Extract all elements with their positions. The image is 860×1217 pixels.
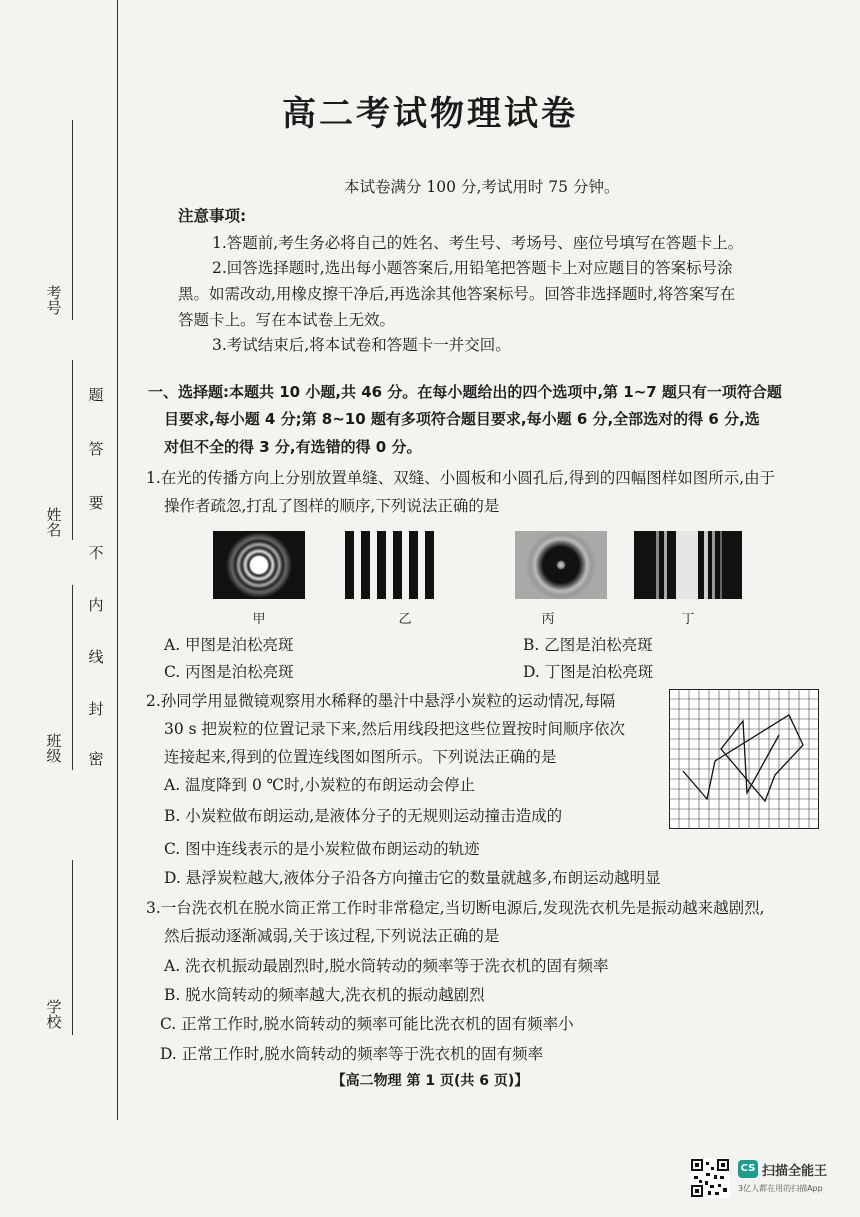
question-2-stem: 30 s 把炭粒的位置记录下来,然后用线段把这些位置按时间顺序依次 (164, 720, 625, 738)
brownian-motion-grid-figure (669, 689, 819, 829)
section-heading: 一、选择题:本题共 10 小题,共 46 分。在每小题给出的四个选项中,第 1~7 题只有一项符合题 (148, 383, 782, 401)
page-title: 高二考试物理试卷 (282, 94, 578, 134)
question-2-stem: 2.孙同学用显微镜观察用水稀释的墨汁中悬浮小炭粒的运动情况,每隔 (146, 692, 616, 710)
question-3-option-c: C. 正常工作时,脱水筒转动的频率可能比洗衣机的固有频率小 (160, 1015, 574, 1033)
exam-number-blank (72, 120, 73, 320)
question-3-option-b: B. 脱水筒转动的频率越大,洗衣机的振动越剧烈 (164, 986, 485, 1004)
margin-field-exam-number: 考号 (46, 284, 62, 317)
pattern-jia-image (213, 531, 305, 599)
pattern-caption-bing: 丙 (541, 612, 555, 627)
notice-line: 答题卡上。写在本试卷上无效。 (178, 311, 396, 329)
question-1-option-d: D. 丁图是泊松亮斑 (523, 663, 654, 681)
question-3-option-d: D. 正常工作时,脱水筒转动的频率等于洗衣机的固有频率 (160, 1045, 544, 1063)
question-1-stem: 操作者疏忽,打乱了图样的顺序,下列说法正确的是 (164, 497, 500, 515)
section-heading-line: 对但不全的得 3 分,有选错的得 0 分。 (164, 438, 422, 456)
question-2-option-b: B. 小炭粒做布朗运动,是液体分子的无规则运动撞击造成的 (164, 807, 563, 825)
qr-code-icon (690, 1158, 730, 1198)
question-3-option-a: A. 洗衣机振动最剧烈时,脱水筒转动的频率等于洗衣机的固有频率 (164, 957, 609, 975)
pattern-caption-jia: 甲 (252, 612, 266, 627)
question-1-option-b: B. 乙图是泊松亮斑 (523, 636, 653, 654)
margin-field-name: 姓名 (46, 506, 62, 539)
question-3-stem: 然后振动逐渐减弱,关于该过程,下列说法正确的是 (164, 927, 500, 945)
seal-char: 密 (88, 750, 104, 768)
scanner-tagline: 3亿人都在用的扫描App (738, 1184, 823, 1193)
section-heading-line: 目要求,每小题 4 分;第 8~10 题有多项符合题目要求,每小题 6 分,全部选对的得 6 分,选 (164, 410, 760, 428)
question-2-stem: 连接起来,得到的位置连线图如图所示。下列说法正确的是 (164, 748, 557, 766)
question-1-option-c: C. 丙图是泊松亮斑 (164, 663, 294, 681)
cs-logo-icon: CS (738, 1160, 758, 1178)
seal-char: 线 (88, 648, 104, 666)
seal-char: 内 (88, 596, 104, 614)
question-1-stem: 1.在光的传播方向上分别放置单缝、双缝、小圆板和小圆孔后,得到的四幅图样如图所示,由于 (146, 469, 776, 487)
seal-char: 不 (88, 544, 104, 562)
margin-field-school: 学校 (46, 998, 62, 1031)
notice-line: 3.考试结束后,将本试卷和答题卡一并交回。 (212, 336, 511, 354)
seal-char: 封 (88, 700, 104, 718)
pattern-ding-image (634, 531, 742, 599)
class-blank (72, 585, 73, 770)
name-blank (72, 360, 73, 540)
page-footer: 【高二物理 第 1 页(共 6 页)】 (331, 1073, 529, 1089)
question-3-stem: 3.一台洗衣机在脱水筒正常工作时非常稳定,当切断电源后,发现洗衣机先是振动越来越剧烈, (146, 899, 765, 917)
question-2-option-c: C. 图中连线表示的是小炭粒做布朗运动的轨迹 (164, 840, 480, 858)
notice-line: 黑。如需改动,用橡皮擦干净后,再选涂其他答案标号。回答非选择题时,将答案写在 (178, 285, 736, 303)
school-blank (72, 860, 73, 1035)
margin-field-class: 班级 (46, 732, 62, 765)
seal-char: 题 (88, 386, 104, 404)
question-1-option-a: A. 甲图是泊松亮斑 (164, 636, 294, 654)
binding-line (117, 0, 118, 1120)
seal-char: 要 (88, 494, 104, 512)
seal-char: 答 (88, 440, 104, 458)
pattern-caption-yi: 乙 (398, 612, 412, 627)
notice-line: 2.回答选择题时,选出每小题答案后,用铅笔把答题卡上对应题目的答案标号涂 (212, 259, 733, 277)
question-2-option-d: D. 悬浮炭粒越大,液体分子沿各方向撞击它的数量就越多,布朗运动越明显 (164, 869, 661, 887)
pattern-yi-image (343, 531, 435, 599)
exam-info: 本试卷满分 100 分,考试用时 75 分钟。 (344, 178, 620, 196)
pattern-caption-ding: 丁 (681, 612, 695, 627)
scanner-app-name: 扫描全能王 (762, 1164, 828, 1179)
notice-heading: 注意事项: (178, 207, 247, 225)
notice-line: 1.答题前,考生务必将自己的姓名、考生号、考场号、座位号填写在答题卡上。 (212, 234, 744, 252)
question-2-option-a: A. 温度降到 0 ℃时,小炭粒的布朗运动会停止 (164, 776, 476, 794)
pattern-bing-image (515, 531, 607, 599)
